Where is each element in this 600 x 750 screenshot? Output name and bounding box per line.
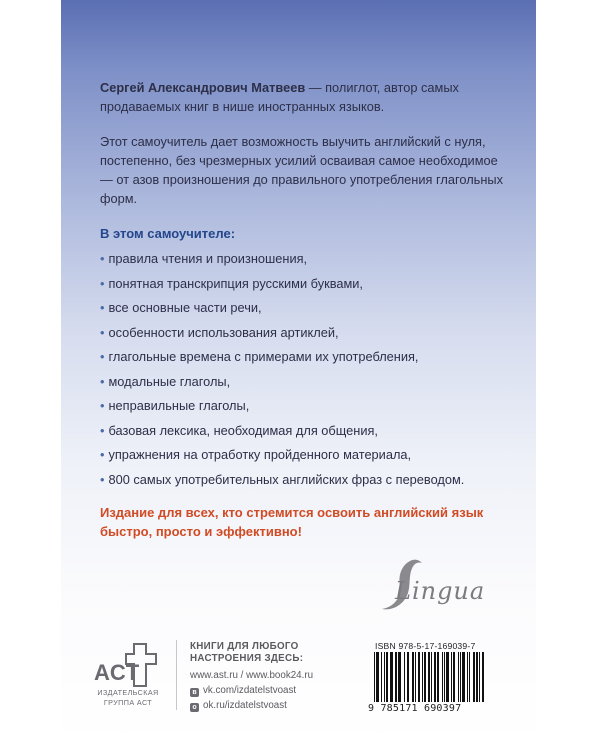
bullet-icon: •	[100, 422, 105, 438]
barcode-bar	[415, 652, 416, 702]
list-item	[100, 470, 520, 495]
barcode-bar	[407, 652, 409, 702]
barcode-bar	[453, 652, 455, 702]
list-item	[100, 372, 520, 397]
slogan: Издание для всех, кто стремится освоить английский язык быстро, просто и эффективно!	[100, 505, 484, 539]
bullet-icon: •	[100, 398, 105, 413]
feature-text: базовая лексика, необходимая для общения,	[108, 422, 378, 438]
barcode-bar	[446, 652, 449, 702]
barcode-bar	[451, 652, 452, 702]
links-title-line: НАСТРОЕНИЯ ЗДЕСЬ:	[190, 653, 304, 664]
feature-text: правила чтения и произношения,	[108, 251, 308, 266]
feature-text: понятная транскрипция русскими буквами,	[108, 275, 363, 291]
barcode-bar	[395, 652, 397, 702]
barcode-bar	[422, 652, 423, 702]
links-title	[190, 641, 303, 665]
barcode-bar	[479, 652, 480, 702]
list-item	[100, 298, 520, 323]
barcode-bar	[431, 652, 432, 702]
intro-paragraph: Этот самоучитель дает возможность выучить английский с нуля, постепенно, без чрезмерных усилий осваивая самое необходимое — от азов произношения до правильного употребления глагольных форм.	[100, 134, 503, 206]
vk-link[interactable]	[190, 685, 296, 697]
bullet-icon: •	[100, 471, 105, 487]
bullet-icon: •	[100, 275, 105, 291]
barcode-bar	[442, 652, 443, 702]
barcode-bar	[444, 652, 445, 702]
barcode-bar	[469, 652, 470, 702]
barcode-bar	[386, 652, 388, 702]
barcode-bar	[467, 652, 468, 702]
list-item	[100, 323, 520, 348]
feature-text: глагольные времена с примерами их употребления,	[108, 349, 419, 364]
barcode-bar	[424, 652, 426, 702]
website-link[interactable]: www.ast.ru / www.book24.ru	[190, 670, 314, 681]
vk-link-text: vk.com/izdatelstvoast	[203, 685, 297, 696]
features-title: В этом самоучителе:	[100, 226, 236, 241]
list-item	[100, 249, 520, 274]
barcode-bar	[462, 652, 465, 702]
barcode-bar	[398, 652, 401, 702]
list-item	[100, 396, 520, 421]
barcode	[368, 652, 514, 702]
barcode-bar	[476, 652, 478, 702]
publisher-caption	[90, 688, 166, 708]
bullet-icon: •	[100, 447, 105, 462]
feature-text: все основные части речи,	[108, 300, 262, 315]
links-title-line: КНИГИ ДЛЯ ЛЮБОГО	[190, 641, 299, 652]
series-logo-text: Lingua	[395, 577, 486, 605]
barcode-bar	[428, 652, 430, 702]
feature-text: упражнения на отработку пройденного материала,	[108, 447, 412, 462]
barcode-bar	[376, 652, 379, 702]
isbn-text: ISBN 978-5-17-169039-7	[375, 641, 476, 651]
barcode-bar	[384, 652, 385, 702]
list-item	[100, 274, 520, 299]
barcode-bar	[434, 652, 436, 702]
feature-text: особенности использования артиклей,	[108, 324, 339, 340]
bullet-icon: •	[100, 324, 105, 340]
vk-icon: в	[190, 688, 199, 697]
list-item	[100, 421, 520, 446]
barcode-bar	[473, 652, 475, 702]
author-paragraph	[100, 78, 510, 116]
bullet-icon: •	[100, 300, 105, 315]
feature-text: неправильные глаголы,	[108, 398, 250, 413]
barcode-bar	[390, 652, 393, 702]
barcode-bar	[374, 652, 375, 702]
bullet-icon: •	[100, 349, 105, 364]
publisher-caption-line: ГРУППА АСТ	[103, 698, 153, 707]
author-description: — полиглот, автор самых продаваемых книг в нише иностранных языков.	[100, 80, 459, 114]
publisher-logo-text: ACT	[94, 660, 140, 685]
barcode-bar	[381, 652, 382, 702]
barcode-bar	[412, 652, 414, 702]
barcode-bar	[418, 652, 420, 702]
list-item	[100, 347, 520, 372]
bullet-icon: •	[100, 373, 105, 389]
bullet-icon: •	[100, 251, 105, 266]
feature-text: модальные глаголы,	[108, 373, 231, 389]
ok-icon: о	[190, 703, 199, 712]
ok-link[interactable]	[190, 700, 287, 712]
features-list	[100, 249, 520, 494]
ok-link-text: ok.ru/izdatelstvoast	[203, 700, 287, 711]
barcode-bar	[437, 652, 439, 702]
list-item	[100, 445, 520, 470]
barcode-bar	[482, 652, 484, 702]
barcode-bar	[404, 652, 405, 702]
divider	[176, 640, 177, 710]
feature-text: 800 самых употребительных английских фраз с переводом.	[108, 471, 465, 487]
barcode-bar	[460, 652, 461, 702]
publisher-caption-line: ИЗДАТЕЛЬСКАЯ	[97, 688, 159, 697]
barcode-bar	[458, 652, 459, 702]
barcode-digits: 9 785171 690397	[368, 703, 462, 714]
author-name: Сергей Александрович Матвеев	[100, 80, 306, 95]
